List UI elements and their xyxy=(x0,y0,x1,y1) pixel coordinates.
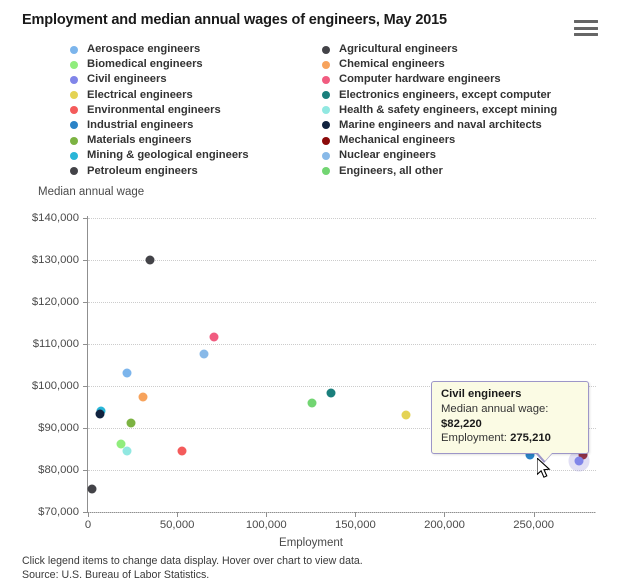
y-tick-label: $90,000 xyxy=(38,422,79,434)
legend-item-label: Aerospace engineers xyxy=(87,43,201,55)
y-tick-mark xyxy=(83,218,88,219)
scatter-point[interactable] xyxy=(123,446,132,455)
legend-marker-icon xyxy=(70,152,78,160)
data-tooltip xyxy=(431,381,589,454)
y-tick-mark xyxy=(83,302,88,303)
legend-marker-icon xyxy=(70,91,78,99)
x-tick-label: 50,000 xyxy=(159,519,195,531)
tooltip-title: Civil engineers xyxy=(441,388,522,400)
legend-item-label: Materials engineers xyxy=(87,134,192,147)
footnote-line-1: Click legend items to change data display. Hover over chart to view data. xyxy=(22,555,363,567)
scatter-point[interactable] xyxy=(145,256,154,265)
legend-item[interactable] xyxy=(70,57,249,72)
legend-item[interactable] xyxy=(70,42,249,57)
legend-marker-icon xyxy=(70,121,78,129)
chart-legend xyxy=(60,42,600,180)
y-axis-title: Median annual wage xyxy=(38,186,145,198)
legend-item-label: Biomedical engineers xyxy=(87,58,203,71)
y-tick-label: $80,000 xyxy=(38,464,79,476)
chart-footnote xyxy=(22,555,363,582)
footnote-line-2: Source: U.S. Bureau of Labor Statistics. xyxy=(22,568,210,581)
plot-area[interactable] xyxy=(31,212,596,531)
y-tick-mark xyxy=(83,386,88,387)
scatter-point[interactable] xyxy=(122,369,131,378)
legend-item-label: Health & safety engineers, except mining xyxy=(339,103,558,116)
legend-item[interactable] xyxy=(70,133,249,148)
legend-item[interactable] xyxy=(70,72,249,87)
legend-column-right xyxy=(322,42,557,179)
legend-marker-icon xyxy=(322,91,330,99)
y-gridline xyxy=(88,512,596,514)
x-tick-label: 200,000 xyxy=(424,519,465,531)
page-title: Employment and median annual wages of engineers, May 2015 xyxy=(22,12,447,28)
legend-item-label: Environmental engineers xyxy=(87,103,221,116)
legend-item[interactable] xyxy=(322,57,557,72)
scatter-point[interactable] xyxy=(210,332,219,341)
legend-item-label: Industrial engineers xyxy=(87,118,194,131)
x-tick-mark xyxy=(534,512,535,517)
tooltip-wage-value: $82,220 xyxy=(441,417,482,430)
legend-item[interactable] xyxy=(322,118,557,133)
hamburger-menu-icon[interactable] xyxy=(574,18,600,38)
legend-item[interactable] xyxy=(322,148,557,163)
y-tick-mark xyxy=(83,260,88,261)
legend-marker-icon xyxy=(322,137,330,145)
legend-item[interactable] xyxy=(70,103,249,118)
legend-item-label: Electrical engineers xyxy=(87,88,193,101)
y-gridline xyxy=(88,260,596,262)
legend-item[interactable] xyxy=(322,164,557,179)
y-tick-label: $110,000 xyxy=(32,338,79,350)
y-tick-label: $70,000 xyxy=(38,506,79,518)
tooltip-wage-label: Median annual wage: xyxy=(441,403,549,415)
legend-item[interactable] xyxy=(70,88,249,103)
legend-marker-icon xyxy=(70,61,78,69)
scatter-point[interactable] xyxy=(127,419,136,428)
y-tick-label: $120,000 xyxy=(31,296,79,308)
legend-item[interactable] xyxy=(322,88,557,103)
scatter-point[interactable] xyxy=(177,446,186,455)
legend-item-label: Mechanical engineers xyxy=(339,134,456,147)
y-tick-label: $130,000 xyxy=(31,254,79,266)
tooltip-employment-label: Employment: xyxy=(441,432,507,444)
legend-item[interactable] xyxy=(322,42,557,57)
legend-item[interactable] xyxy=(322,133,557,148)
menu-bar-2 xyxy=(574,27,598,30)
y-tick-mark xyxy=(83,428,88,429)
y-tick-label: $100,000 xyxy=(31,380,79,392)
legend-marker-icon xyxy=(322,76,330,84)
x-tick-label: 0 xyxy=(84,519,92,531)
x-tick-mark xyxy=(444,512,445,517)
y-gridline xyxy=(88,470,596,472)
legend-marker-icon xyxy=(70,167,78,175)
legend-column-left xyxy=(70,42,249,179)
legend-item[interactable] xyxy=(70,118,249,133)
x-tick-mark xyxy=(266,512,267,517)
legend-marker-icon xyxy=(322,152,330,160)
y-gridline xyxy=(88,218,596,220)
x-tick-mark xyxy=(88,512,89,517)
legend-item-label: Petroleum engineers xyxy=(87,164,198,177)
tooltip-employment-row xyxy=(441,431,579,446)
legend-marker-icon xyxy=(70,137,78,145)
legend-marker-icon xyxy=(70,106,78,114)
legend-item[interactable] xyxy=(322,72,557,87)
legend-item[interactable] xyxy=(70,148,249,163)
menu-bar-1 xyxy=(574,20,598,23)
scatter-point[interactable] xyxy=(96,409,105,418)
scatter-point[interactable] xyxy=(138,393,147,402)
scatter-point[interactable] xyxy=(307,398,316,407)
legend-item-label: Mining & geological engineers xyxy=(87,149,249,162)
tooltip-employment-value: 275,210 xyxy=(510,432,551,444)
y-tick-label: $140,000 xyxy=(31,212,79,224)
x-tick-label: 100,000 xyxy=(245,519,287,531)
legend-item[interactable] xyxy=(70,164,249,179)
legend-item-label: Marine engineers and naval architects xyxy=(339,118,542,131)
menu-bar-3 xyxy=(574,33,598,36)
legend-marker-icon xyxy=(70,76,78,84)
scatter-point[interactable] xyxy=(574,456,583,465)
tooltip-wage-row xyxy=(441,402,579,431)
legend-item[interactable] xyxy=(322,103,557,118)
legend-item-label: Agricultural engineers xyxy=(339,43,458,55)
legend-item-label: Engineers, all other xyxy=(339,164,443,177)
legend-marker-icon xyxy=(322,106,330,114)
x-tick-mark xyxy=(355,512,356,517)
x-tick-label: 250,000 xyxy=(513,519,555,531)
legend-marker-icon xyxy=(322,61,330,69)
y-tick-mark xyxy=(83,470,88,471)
x-tick-mark xyxy=(177,512,178,517)
y-tick-mark xyxy=(83,344,88,345)
legend-item-label: Civil engineers xyxy=(87,73,167,86)
legend-marker-icon xyxy=(70,46,78,54)
y-gridline xyxy=(88,344,596,346)
x-axis-title: Employment xyxy=(279,537,343,549)
scatter-point[interactable] xyxy=(200,350,209,359)
scatter-point[interactable] xyxy=(88,485,97,494)
legend-item-label: Nuclear engineers xyxy=(339,149,437,162)
legend-item-label: Computer hardware engineers xyxy=(339,73,501,86)
legend-marker-icon xyxy=(322,46,330,54)
legend-item-label: Electronics engineers, except computer xyxy=(339,88,552,101)
scatter-point[interactable] xyxy=(401,411,410,420)
scatter-point[interactable] xyxy=(326,389,335,398)
legend-marker-icon xyxy=(322,167,330,175)
legend-marker-icon xyxy=(322,121,330,129)
x-tick-label: 150,000 xyxy=(334,519,376,531)
legend-item-label: Chemical engineers xyxy=(339,58,445,71)
y-gridline xyxy=(88,302,596,304)
